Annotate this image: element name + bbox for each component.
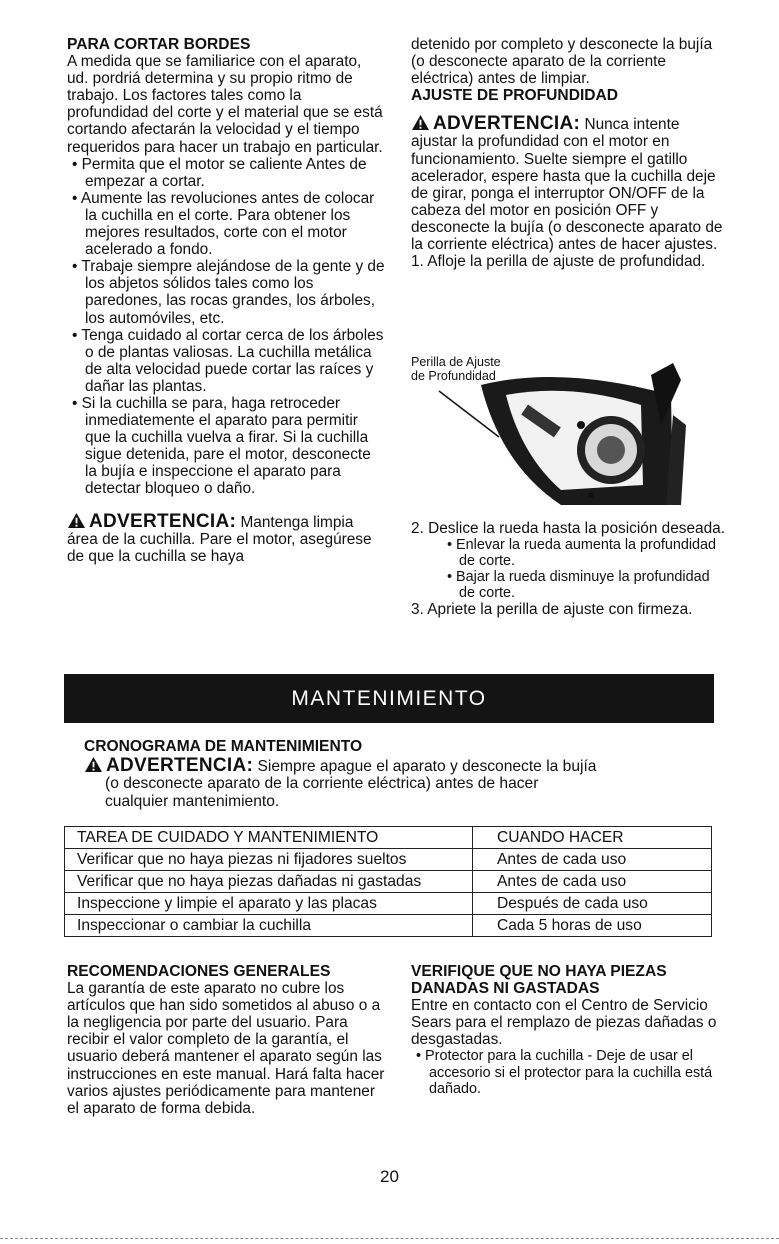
table-row	[65, 871, 712, 893]
figure-label: Perilla de Ajuste de Profundidad	[411, 355, 501, 383]
damaged-bullet: • Protector para la cuchilla - Deje de usar el accesorio si el protector para la cuchilla está dañado.	[416, 1048, 713, 1098]
warning-text: cualquier mantenimiento.	[105, 792, 280, 810]
table-row	[65, 849, 712, 871]
warning-text: (o desconecte aparato de la corriente eléctrica) antes de hacer	[105, 775, 539, 792]
general-recommendations	[67, 963, 385, 1117]
warning-block	[411, 114, 729, 253]
table-header-row	[65, 827, 712, 849]
depth-step-bullet: • Enlevar la rueda aumenta la profundidad de corte.	[447, 537, 717, 570]
depth-step-1: 1. Afloje la perilla de ajuste de profundidad.	[411, 253, 706, 271]
section-title-damaged: VERIFIQUE QUE NO HAYA PIEZAS	[411, 963, 667, 980]
table-cell: Inspeccione y limpie el aparato y las placas	[65, 893, 473, 915]
maintenance-schedule	[84, 738, 724, 810]
warning-label: ADVERTENCIA:	[433, 113, 581, 135]
table-header: CUANDO HACER	[473, 827, 712, 849]
general-text: La garantía de este aparato no cubre los artículos que han sido sometidos al abuso o a la negligencia por parte del usuario. Para recibir el valor completo de la garantía, el usuario deberá mantener el aparato según las instrucciones en este manual. Hará falta hacer varios ajustes periódicamente para mantener el aparato de forma debida.	[67, 980, 385, 1117]
table-cell: Inspeccionar o cambiar la cuchilla	[65, 915, 473, 937]
depth-step-2: 2. Deslice la rueda hasta la posición deseada.	[411, 520, 725, 537]
page-number: 20	[380, 1167, 399, 1186]
edging-bullet: • Permita que el motor se caliente Antes de empezar a cortar.	[72, 155, 367, 190]
table-row	[65, 915, 712, 937]
right-column	[411, 36, 729, 270]
damaged-text: Entre en contacto con el Centro de Servicio Sears para el remplazo de piezas dañadas o desgastadas.	[411, 997, 717, 1049]
edger-illustration	[411, 355, 711, 515]
depth-knob-figure	[411, 355, 711, 515]
warning-label: ADVERTENCIA:	[89, 510, 237, 532]
bottom-divider	[0, 1238, 779, 1239]
warning-text: Nunca intente ajustar la profundidad con el motor en funcionamiento. Suelte siempre el gatillo acelerador, espere hasta que la cuchilla deje de girar, ponga el interruptor ON/OFF de la cabeza del motor en posición OFF y desconecte la bujía (o desconecte aparato de la corriente eléctrica) antes de hacer ajustes.	[411, 116, 723, 254]
warning-text: Siempre apague el aparato y desconecte la bujía	[257, 757, 597, 775]
table-row	[65, 893, 712, 915]
cleaning-continuation: detenido por completo y desconecte la bujía (o desconecte aparato de la corriente eléctrica) antes de limpiar.	[411, 36, 713, 88]
maintenance-table	[64, 826, 712, 937]
section-title-edging: PARA CORTAR BORDES	[67, 36, 251, 53]
section-title-depth: AJUSTE DE PROFUNDIDAD	[411, 87, 619, 105]
edging-bullet: • Trabaje siempre alejándose de la gente y de los abjetos sólidos tales como los paredones, las rocas grandes, los árboles, los automóviles, etc.	[72, 258, 385, 327]
warning-label: ADVERTENCIA:	[106, 754, 254, 776]
damaged-parts-section	[411, 963, 729, 1098]
warning-block	[84, 756, 724, 776]
table-cell: Antes de cada uso	[473, 871, 712, 893]
edging-intro: A medida que se familiarice con el aparato, ud. pordriá determina y su propio ritmo de trabajo. Los factores tales como la profundidad del corte y el material que se está cortando afectarán la velocidad y el tiempo requeridos para hacer un trabajo en particular.	[67, 53, 383, 156]
warning-triangle-icon	[411, 114, 430, 131]
warning-triangle-icon	[67, 512, 86, 529]
warning-triangle-icon	[84, 756, 103, 773]
table-cell: Cada 5 horas de uso	[473, 915, 712, 937]
depth-step-3: 3. Apriete la perilla de ajuste con firmeza.	[411, 601, 693, 619]
edging-bullet: • Tenga cuidado al cortar cerca de los árboles o de plantas valiosas. La cuchilla metálica de alta velocidad puede cortar las raíces y dañar las plantas.	[72, 326, 384, 395]
depth-step-bullet: • Bajar la rueda disminuye la profundidad de corte.	[447, 569, 710, 602]
warning-block	[67, 512, 385, 565]
maintenance-banner: MANTENIMIENTO	[64, 674, 714, 723]
section-title-damaged-2: DANADAS NI GASTADAS	[411, 980, 600, 998]
schedule-title: CRONOGRAMA DE MANTENIMIENTO	[84, 738, 363, 755]
table-cell: Antes de cada uso	[473, 849, 712, 871]
right-column-lower	[411, 520, 729, 618]
table-cell: Después de cada uso	[473, 893, 712, 915]
table-cell: Verificar que no haya piezas ni fijadores sueltos	[65, 849, 473, 871]
left-column	[67, 36, 385, 565]
table-header: TAREA DE CUIDADO Y MANTENIMIENTO	[65, 827, 473, 849]
warning-text: Mantenga limpia área de la cuchilla. Pare el motor, asegúrese de que la cuchilla se haya	[67, 513, 372, 565]
section-title-general: RECOMENDACIONES GENERALES	[67, 963, 331, 980]
edging-bullet: • Si la cuchilla se para, haga retroceder inmediatemente el aparato para permitir que la cuchilla vuelva a firar. Si la cuchilla sigue detenida, pare el motor, desconecte la bujía e inspeccione el aparato para detectar bloqueo o daño.	[72, 394, 371, 498]
table-cell: Verificar que no haya piezas dañadas ni gastadas	[65, 871, 473, 893]
edging-bullet: • Aumente las revoluciones antes de colocar la cuchilla en el corte. Para obtener los mejores resultados, corte con el motor acelerado a fondo.	[72, 189, 375, 259]
